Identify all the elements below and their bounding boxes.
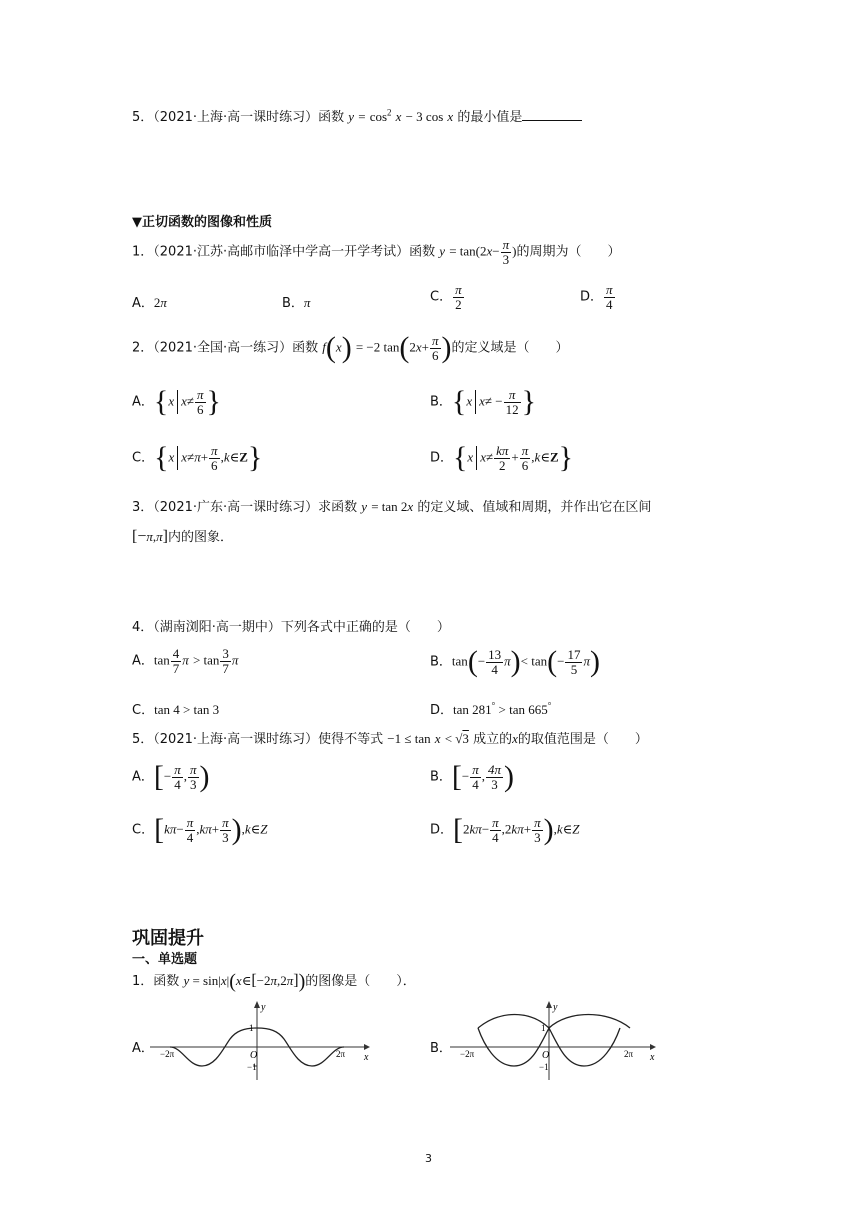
- question-suffix: 内的图象．: [167, 530, 233, 545]
- question-suffix: 的最小值是: [457, 110, 523, 125]
- origin-label: O: [542, 1050, 550, 1061]
- question-number: 5．: [132, 732, 154, 747]
- variable-x: x: [512, 731, 518, 746]
- q4-option-c[interactable]: C．tan 4 > tan 3: [132, 702, 220, 718]
- y-tick-neg1: −1: [539, 1062, 549, 1072]
- section-heading-consolidation: 巩固提升: [132, 928, 204, 949]
- answer-blank[interactable]: [522, 108, 582, 121]
- question-number: 1．: [132, 974, 154, 989]
- question-number: 4．: [132, 620, 154, 635]
- q6-option-a-label[interactable]: A．: [132, 1041, 154, 1056]
- q1-option-d[interactable]: D． $\frac{\pi}{4}$: [580, 282, 613, 312]
- y-tick-neg1: −1: [247, 1062, 257, 1072]
- question-1-graph: 1．函数 y = sin|x|(x∈[−2π,2π])的图像是（ ）．: [132, 970, 416, 993]
- question-source: （2021·上海·高一课时练习）使得不等式: [153, 732, 384, 747]
- x-axis-arrow: [364, 1044, 370, 1050]
- question-3-tan2x: 3．（2021·广东·高一课时练习）求函数 y = tan 2x 的定义域、值域和周期，并作出它在区间: [132, 499, 652, 515]
- sine-curve-top-right: [549, 1015, 630, 1029]
- y-axis-arrow: [546, 1001, 552, 1008]
- question-number: 5．: [132, 110, 154, 125]
- q5-option-d[interactable]: D．[2kπ− $\frac{\pi}{4}$ ,2kπ+ $\frac{\pi}{3}$ ),k∈Z: [430, 813, 580, 846]
- question-suffix: 的周期为（ ）: [516, 244, 621, 260]
- y-tick-1: 1: [249, 1023, 254, 1033]
- x-axis-label: x: [364, 1052, 369, 1063]
- q4-option-a[interactable]: A．tan $\frac{4}{7}$ π > tan $\frac{3}{7}$ π: [132, 646, 239, 676]
- formula: y: [348, 109, 355, 124]
- question-source: （2021·上海·高一课时练习）函数: [153, 110, 345, 125]
- y-axis-label: y: [261, 1002, 266, 1013]
- q5-option-a[interactable]: A．[− $\frac{\pi}{4}$ , $\frac{\pi}{3}$ ): [132, 760, 210, 793]
- graph-option-b[interactable]: [440, 1000, 660, 1080]
- y-tick-1: 1: [541, 1023, 546, 1033]
- origin-label: O: [250, 1050, 258, 1061]
- q2-option-c[interactable]: C．{x x≠π+ $\frac{\pi}{6}$ ,k∈Z}: [132, 441, 263, 474]
- q4-option-d[interactable]: D．tan 281° > tan 665°: [430, 700, 552, 718]
- graph-option-a[interactable]: [150, 1000, 370, 1080]
- y-axis-arrow: [254, 1001, 260, 1008]
- sine-curve-top-left: [478, 1015, 549, 1029]
- question-5-min-value: 5．（2021·上海·高一课时练习）函数 $y = \cos^2 x - 3$ cos x 的最小值是: [132, 106, 582, 125]
- question-number: 3．: [132, 500, 154, 515]
- question-suffix: 的定义域是（ ）: [451, 340, 569, 356]
- question-suffix: 的定义域、值域和周期，并作出它在区间: [417, 500, 652, 515]
- q4-option-b[interactable]: B．tan(− $\frac{13}{4}$ π)< tan(− $\frac{17}{5}$ π): [430, 645, 600, 678]
- section-heading-tangent: ▼正切函数的图像和性质: [132, 215, 272, 230]
- question-1-period: 1．（2021·江苏·高邮市临泽中学高一开学考试）函数 y = tan(2x− $\frac{\pi}{3}$ )的周期为（ ）: [132, 237, 621, 267]
- question-source: 函数: [153, 974, 180, 989]
- q2-option-a[interactable]: A．{x x≠ $\frac{\pi}{6}$ }: [132, 385, 221, 418]
- y-axis-label: y: [553, 1002, 558, 1013]
- x-tick-2pi: 2π: [336, 1049, 346, 1059]
- question-suffix: 成立的: [473, 732, 513, 747]
- question-source: （2021·全国·高一练习）函数: [153, 340, 319, 356]
- question-5-inequality: 5．（2021·上海·高一课时练习）使得不等式 −1 ≤ tan x < √3 成立的x的取值范围是（ ）: [132, 731, 648, 747]
- x-tick-neg2pi: −2π: [460, 1049, 475, 1059]
- q2-option-b[interactable]: B．{x x≠ − $\frac{\pi}{12}$ }: [430, 385, 537, 418]
- x-tick-2pi: 2π: [624, 1049, 634, 1059]
- question-3-line2: [−π,π]内的图象．: [132, 528, 233, 545]
- page-number: 3: [425, 1152, 432, 1165]
- q1-option-b[interactable]: B．π: [282, 295, 311, 311]
- question-number: 1．: [132, 244, 154, 260]
- question-source: （湖南浏阳·高一期中）下列各式中正确的是（ ）: [153, 620, 450, 635]
- question-4-compare: [132, 616, 450, 635]
- q5-option-c[interactable]: C．[kπ− $\frac{\pi}{4}$ ,kπ+ $\frac{\pi}{3}$ ),k∈Z: [132, 813, 268, 846]
- x-axis-label: x: [650, 1052, 655, 1063]
- question-suffix: 的图像是（ ）．: [305, 974, 416, 989]
- q1-option-a[interactable]: A．2π: [132, 295, 167, 311]
- q6-option-b-label[interactable]: B．: [430, 1041, 452, 1056]
- question-suffix: 的取值范围是（ ）: [517, 732, 648, 747]
- question-number: 2．: [132, 340, 154, 356]
- question-source: （2021·广东·高一课时练习）求函数: [153, 500, 358, 515]
- question-source: （2021·江苏·高邮市临泽中学高一开学考试）函数: [153, 244, 436, 260]
- subsection-single-choice: 一、单选题: [132, 952, 198, 967]
- q2-option-d[interactable]: D．{x x≠ $\frac{k\pi}{2}$ + $\frac{\pi}{6}$ ,k∈Z}: [430, 441, 574, 474]
- question-2-domain: 2．（2021·全国·高一练习）函数 f(x) = −2 tan(2x+ $\frac{\pi}{6}$ )的定义域是（ ）: [132, 331, 569, 364]
- x-tick-neg2pi: −2π: [160, 1049, 175, 1059]
- q5-option-b[interactable]: B．[− $\frac{\pi}{4}$ , $\frac{4\pi}{3}$ ): [430, 760, 515, 793]
- q1-option-c[interactable]: C． $\frac{\pi}{2}$: [430, 282, 462, 312]
- x-axis-arrow: [650, 1044, 656, 1050]
